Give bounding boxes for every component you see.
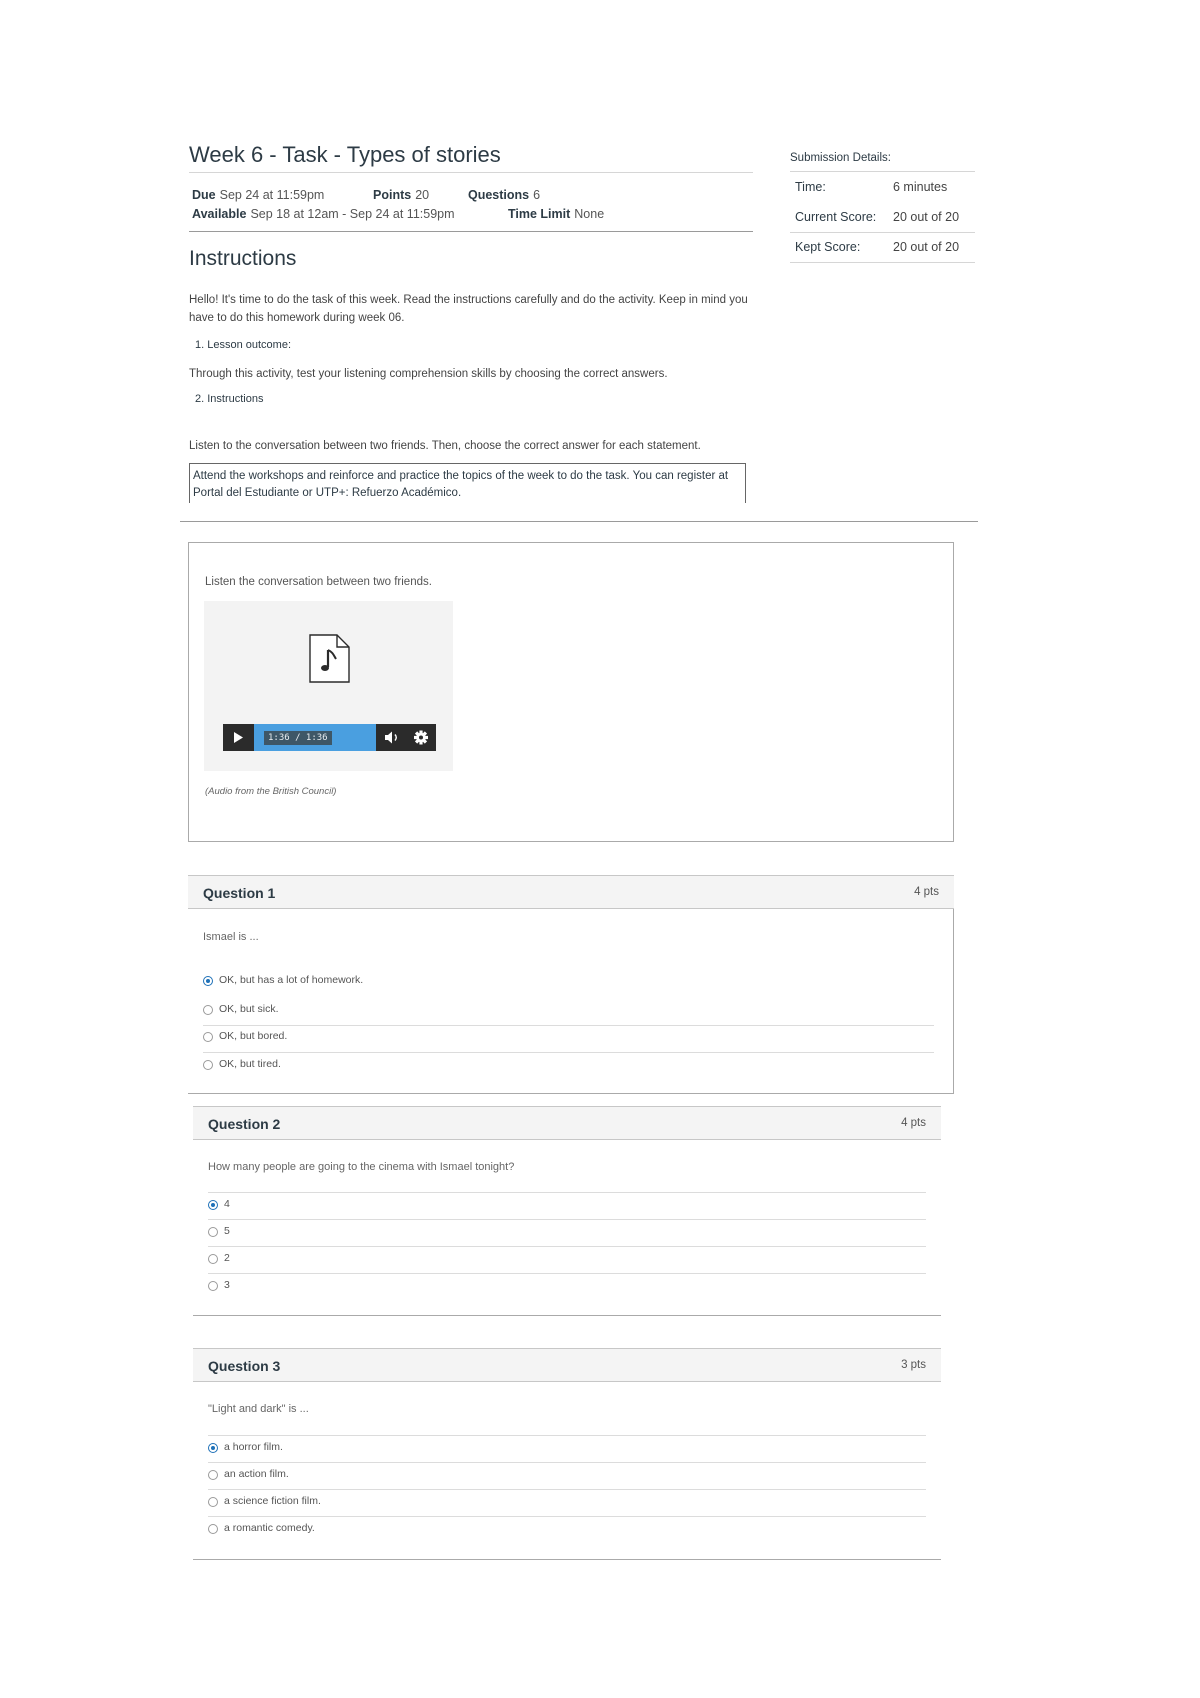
submission-divider bbox=[790, 262, 975, 263]
answer-label: a horror film. bbox=[224, 1441, 283, 1453]
answer-option[interactable] bbox=[208, 1221, 926, 1248]
question-text: How many people are going to the cinema with Ismael tonight? bbox=[208, 1161, 515, 1173]
question-card-1 bbox=[188, 875, 954, 1094]
answer-option[interactable] bbox=[203, 1026, 934, 1053]
answer-divider bbox=[208, 1246, 926, 1247]
answer-label: OK, but tired. bbox=[219, 1058, 281, 1070]
answer-label: OK, but bored. bbox=[219, 1030, 288, 1042]
audio-player bbox=[204, 601, 453, 771]
answer-label: 2 bbox=[224, 1252, 230, 1264]
answer-divider bbox=[208, 1219, 926, 1220]
time-limit-label: Time Limit bbox=[508, 207, 571, 221]
answer-radio[interactable] bbox=[208, 1497, 218, 1507]
answer-option[interactable] bbox=[203, 999, 934, 1026]
title-divider bbox=[189, 172, 753, 173]
answer-option[interactable] bbox=[208, 1437, 926, 1464]
submission-details-title: Submission Details: bbox=[790, 152, 891, 164]
questions-value: 6 bbox=[533, 188, 541, 202]
answer-option[interactable] bbox=[208, 1491, 926, 1518]
available-value: Sep 18 at 12am - Sep 24 at 11:59pm bbox=[250, 207, 455, 221]
answer-label: OK, but has a lot of homework. bbox=[219, 974, 364, 986]
points-label: Points bbox=[373, 188, 412, 202]
answer-label: an action film. bbox=[224, 1468, 289, 1480]
answer-divider bbox=[208, 1462, 926, 1463]
answer-option[interactable] bbox=[208, 1248, 926, 1275]
instructions-heading: Instructions bbox=[189, 247, 297, 270]
answer-option[interactable] bbox=[208, 1518, 926, 1545]
question-card-2 bbox=[193, 1106, 941, 1316]
music-file-icon bbox=[309, 634, 350, 683]
due-value: Sep 24 at 11:59pm bbox=[219, 188, 325, 202]
current-score-row bbox=[790, 203, 975, 232]
answer-radio[interactable] bbox=[208, 1443, 218, 1453]
question-title: Question 3 bbox=[208, 1358, 281, 1374]
workshop-notice: Attend the workshops and reinforce and practice the topics of the week to do the task. You can register at Portal del Estudiante or UTP+: Refuerzo Académico. bbox=[189, 463, 746, 503]
volume-button[interactable] bbox=[378, 724, 406, 751]
available-label: Available bbox=[192, 207, 247, 221]
answer-option[interactable] bbox=[203, 970, 934, 997]
instructions-steps: Listen to the conversation between two friends. Then, choose the correct answer for each statement. bbox=[189, 440, 701, 452]
answer-label: 3 bbox=[224, 1279, 230, 1291]
answer-radio[interactable] bbox=[208, 1281, 218, 1291]
kept-score-row bbox=[790, 233, 975, 262]
submission-time-row bbox=[790, 173, 975, 202]
answer-divider bbox=[203, 1052, 934, 1053]
available-meta bbox=[192, 207, 455, 221]
due-label: Due bbox=[192, 188, 216, 202]
instructions-subheading: 2. Instructions bbox=[195, 393, 264, 405]
answer-divider bbox=[208, 1273, 926, 1274]
answer-label: 5 bbox=[224, 1225, 230, 1237]
answer-divider bbox=[208, 1192, 926, 1193]
lesson-outcome-heading: 1. Lesson outcome: bbox=[195, 339, 292, 351]
meta-divider bbox=[189, 231, 753, 232]
submission-divider bbox=[790, 171, 975, 172]
answer-radio[interactable] bbox=[203, 1032, 213, 1042]
settings-button[interactable] bbox=[407, 724, 435, 751]
question-points: 4 pts bbox=[901, 1117, 926, 1129]
question-text: "Light and dark" is ... bbox=[208, 1403, 309, 1415]
answer-option[interactable] bbox=[208, 1275, 926, 1302]
instructions-intro: Hello! It's time to do the task of this week. Read the instructions carefully and do the activity. Keep in mind you have to do this homework during week 06. bbox=[189, 294, 748, 324]
answer-label: 4 bbox=[224, 1198, 230, 1210]
answer-divider bbox=[208, 1435, 926, 1436]
time-limit-value: None bbox=[574, 207, 605, 221]
answer-divider bbox=[208, 1516, 926, 1517]
answer-radio[interactable] bbox=[208, 1254, 218, 1264]
questions-label: Questions bbox=[468, 188, 530, 202]
question-title: Question 2 bbox=[208, 1116, 281, 1132]
points-value: 20 bbox=[415, 188, 430, 202]
answer-option[interactable] bbox=[208, 1194, 926, 1221]
answer-option[interactable] bbox=[208, 1464, 926, 1491]
answer-label: a science fiction film. bbox=[224, 1495, 321, 1507]
section-divider bbox=[180, 521, 978, 522]
question-card-3 bbox=[193, 1348, 941, 1560]
volume-icon bbox=[378, 724, 406, 751]
audio-controls bbox=[223, 724, 436, 751]
points-meta bbox=[373, 188, 429, 202]
audio-progress-bar[interactable] bbox=[254, 724, 376, 751]
question-header bbox=[193, 1348, 941, 1382]
kept-score-value: 20 out of 20 bbox=[893, 240, 960, 254]
settings-icon bbox=[407, 724, 435, 751]
play-icon bbox=[223, 724, 253, 751]
questions-meta bbox=[468, 188, 540, 202]
answer-radio[interactable] bbox=[208, 1524, 218, 1534]
play-button[interactable] bbox=[223, 724, 253, 751]
answer-radio[interactable] bbox=[203, 1060, 213, 1070]
time-limit-meta bbox=[508, 207, 604, 221]
question-header bbox=[188, 875, 954, 909]
answer-radio[interactable] bbox=[208, 1470, 218, 1480]
audio-time: 1:36 / 1:36 bbox=[264, 731, 332, 745]
answer-option[interactable] bbox=[203, 1054, 934, 1081]
audio-card bbox=[188, 542, 954, 842]
current-score-value: 20 out of 20 bbox=[893, 210, 960, 224]
question-points: 3 pts bbox=[901, 1359, 926, 1371]
question-text: Ismael is ... bbox=[203, 931, 259, 943]
question-header bbox=[193, 1106, 941, 1140]
answer-label: a romantic comedy. bbox=[224, 1522, 315, 1534]
answer-radio[interactable] bbox=[208, 1200, 218, 1210]
audio-prompt: Listen the conversation between two friends. bbox=[205, 576, 432, 588]
lesson-outcome-text: Through this activity, test your listening comprehension skills by choosing the correct answers. bbox=[189, 368, 668, 380]
kept-score-label: Kept Score: bbox=[795, 240, 861, 254]
quiz-title: Week 6 - Task - Types of stories bbox=[189, 142, 501, 167]
question-points: 4 pts bbox=[914, 886, 939, 898]
audio-source: (Audio from the British Council) bbox=[205, 786, 337, 797]
answer-divider bbox=[208, 1489, 926, 1490]
time-label: Time: bbox=[795, 180, 826, 194]
current-score-label: Current Score: bbox=[795, 210, 877, 224]
due-meta bbox=[192, 188, 324, 202]
answer-label: OK, but sick. bbox=[219, 1003, 279, 1015]
answer-radio[interactable] bbox=[203, 1005, 213, 1015]
time-value: 6 minutes bbox=[893, 180, 948, 194]
answer-radio[interactable] bbox=[208, 1227, 218, 1237]
answer-radio[interactable] bbox=[203, 976, 213, 986]
question-title: Question 1 bbox=[203, 885, 276, 901]
